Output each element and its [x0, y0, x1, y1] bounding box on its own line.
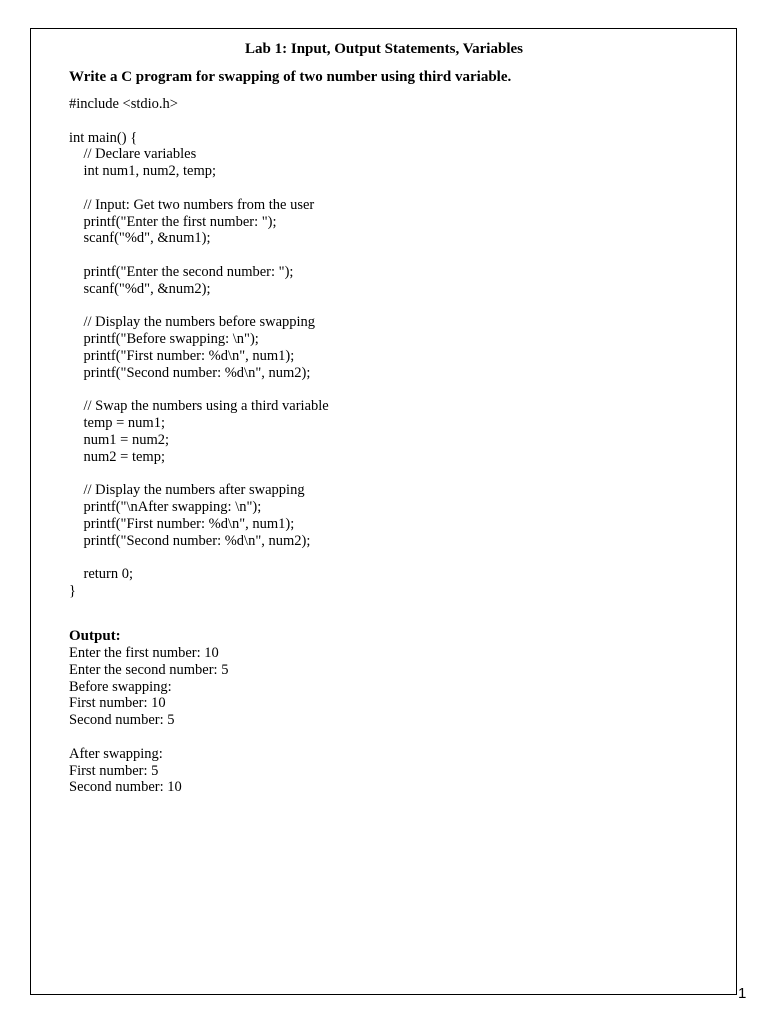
- output-line: Enter the second number: 5: [69, 661, 229, 678]
- code-line: scanf("%d", &num1);: [69, 230, 211, 247]
- code-line: // Display the numbers before swapping: [69, 314, 316, 331]
- output-line: [69, 729, 228, 746]
- output-line: First number: 5: [69, 762, 159, 779]
- output-line: Second number: 5: [69, 712, 175, 729]
- code-line: scanf("%d", &num2);: [69, 280, 211, 297]
- page-number: 1: [738, 985, 747, 1002]
- code-line: printf("Before swapping: \n");: [69, 331, 259, 348]
- code-line: [69, 466, 329, 483]
- output-line: First number: 10: [69, 695, 166, 712]
- code-line: // Swap the numbers using a third variable: [69, 398, 329, 415]
- output-line: Enter the first number: 10: [69, 645, 219, 661]
- code-line: // Display the numbers after swapping: [69, 482, 305, 499]
- code-line: printf("First number: %d\n", num1);: [69, 347, 295, 364]
- output-line: After swapping:: [69, 745, 163, 762]
- code-line: [69, 550, 329, 567]
- code-line: printf("\nAfter swapping: \n");: [69, 499, 262, 516]
- output-heading: Output:: [69, 628, 121, 644]
- code-line: num1 = num2;: [69, 431, 170, 448]
- document-title: Lab 1: Input, Output Statements, Variables: [245, 41, 523, 57]
- code-line: }: [69, 583, 76, 600]
- code-line: // Declare variables: [69, 146, 197, 163]
- code-line: [69, 298, 329, 315]
- code-line: #include <stdio.h>: [69, 96, 178, 112]
- output-line: Before swapping:: [69, 678, 172, 695]
- code-listing: [69, 96, 329, 600]
- question-text: Write a C program for swapping of two number using third variable.: [69, 69, 512, 85]
- program-output: [69, 645, 228, 796]
- code-line: // Input: Get two numbers from the user: [69, 196, 315, 213]
- code-line: [69, 113, 329, 130]
- code-line: [69, 247, 329, 264]
- code-line: return 0;: [69, 566, 134, 583]
- code-line: printf("Enter the second number: ");: [69, 263, 294, 280]
- code-line: int main() {: [69, 129, 138, 146]
- code-line: int num1, num2, temp;: [69, 163, 217, 180]
- output-line: Second number: 10: [69, 779, 182, 796]
- code-line: [69, 382, 329, 399]
- code-line: [69, 180, 329, 197]
- code-line: num2 = temp;: [69, 448, 165, 465]
- code-line: printf("Second number: %d\n", num2);: [69, 532, 311, 549]
- code-line: temp = num1;: [69, 415, 165, 432]
- code-line: printf("Enter the first number: ");: [69, 213, 277, 230]
- code-line: printf("First number: %d\n", num1);: [69, 515, 295, 532]
- code-line: printf("Second number: %d\n", num2);: [69, 364, 311, 381]
